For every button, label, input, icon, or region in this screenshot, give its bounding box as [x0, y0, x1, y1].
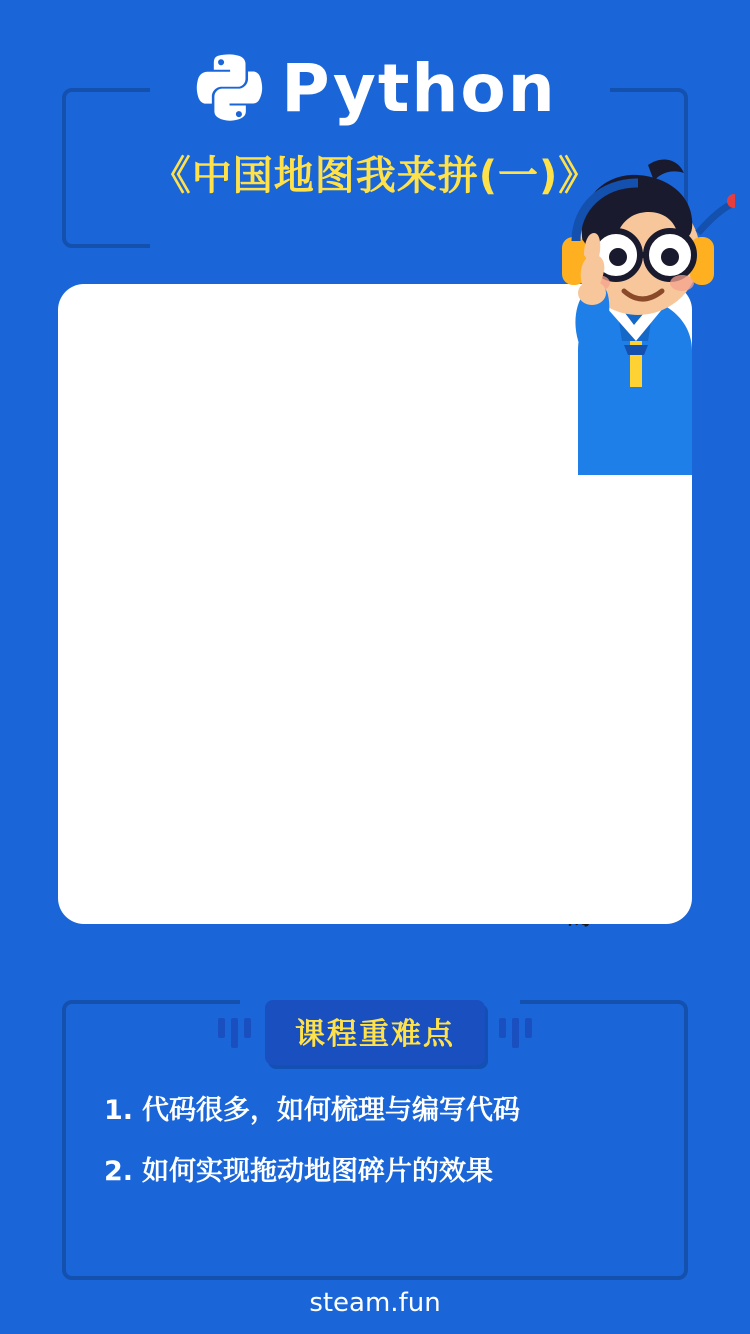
mascot-boy-icon: [520, 145, 735, 475]
logo-row: [0, 52, 750, 126]
list-item-number: 1.: [104, 1095, 134, 1126]
pill-tick-right-icon: [499, 1018, 532, 1048]
list-item-text: 代码很多，如何梳理与编写代码: [142, 1095, 520, 1126]
list-item: [104, 1149, 664, 1188]
keypoints-list: [104, 1088, 664, 1210]
list-item: [104, 1088, 664, 1127]
footer-site-label: steam.fun: [309, 1288, 441, 1318]
keypoints-section-header: [0, 1000, 750, 1065]
keypoints-pill-label: 课程重难点: [265, 1000, 485, 1065]
python-logo-icon: [193, 52, 267, 126]
page-title: Python: [281, 50, 557, 127]
list-item-number: 2.: [104, 1156, 134, 1187]
list-item-text: 如何实现拖动地图碎片的效果: [142, 1156, 493, 1187]
page-subtitle: 《中国地图我来拼(一)》: [150, 153, 600, 199]
pill-tick-left-icon: [218, 1018, 251, 1048]
